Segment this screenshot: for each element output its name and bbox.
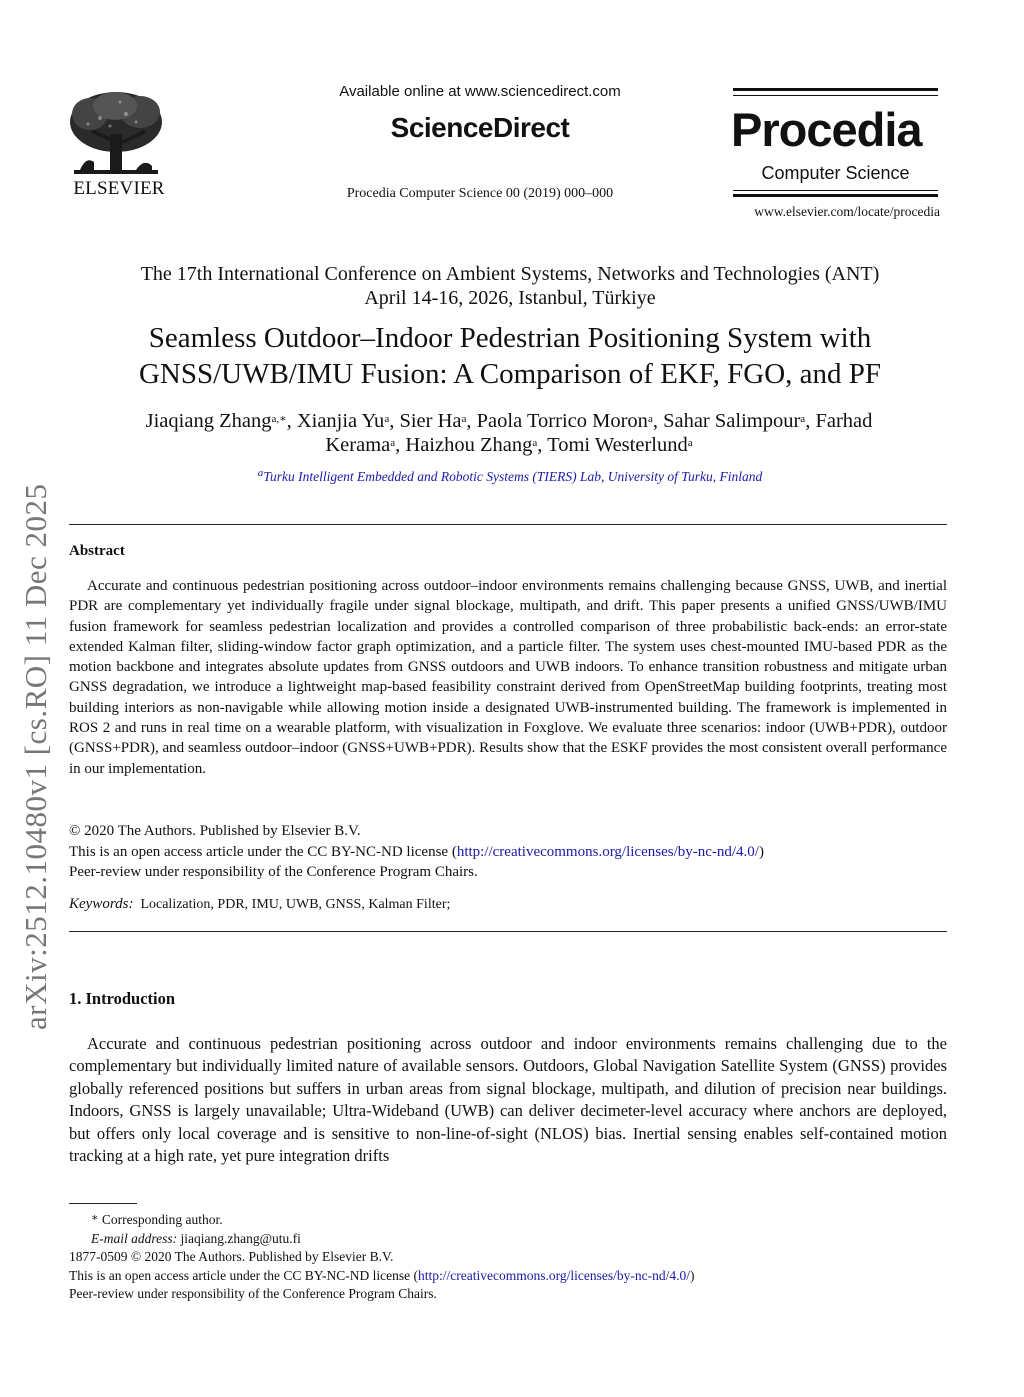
introduction-text: Accurate and continuous pedestrian positioning across outdoor and indoor environments remains challenging due to the complementary but individually limited nature of available sensors. Outdoors, Global Navigation Satellite System (GNSS) provides globally referenced positions but suffers in urban areas from signal blockage, multipath, and dilution of precision near buildings. Indoors, GNSS is largely unavailable; Ultra-Wideband (UWB) can deliver decimeter-level accuracy where anchors are deployed, but offers only local coverage and is sensitive to non-line-of-sight (NLOS) bias. Inertial sensing enables self-contained motion tracking at a high rate, yet pure integration drifts xyxy=(69,1034,947,1166)
author-sup: a xyxy=(687,437,693,449)
email-label: E-mail address: xyxy=(91,1230,178,1246)
license-suffix: ) xyxy=(758,843,764,860)
procedia-rule-top xyxy=(733,88,938,91)
title-line-2: GNSS/UWB/IMU Fusion: A Comparison of EKF, FGO, and PF xyxy=(138,358,882,390)
copyright-block xyxy=(69,821,947,883)
divider-bottom xyxy=(69,931,947,932)
license-line xyxy=(69,842,947,863)
procedia-rule-bottom-thin xyxy=(733,190,938,191)
author-first-part: Farhad xyxy=(815,410,873,432)
corresponding-text: Corresponding author. xyxy=(101,1212,223,1227)
affiliation-mark: a xyxy=(257,467,264,479)
author: Paola Torrico Moron xyxy=(476,410,648,432)
procedia-subtitle: Computer Science xyxy=(761,163,910,183)
affiliation xyxy=(60,469,960,485)
author: Sahar Salimpour xyxy=(663,410,801,432)
peer-review-line: Peer-review under responsibility of the Conference Program Chairs. xyxy=(69,864,478,880)
footnote-peer-review: Peer-review under responsibility of the Conference Program Chairs. xyxy=(69,1286,437,1301)
author: Xianjia Yu xyxy=(296,410,385,432)
conference-name: The 17th International Conference on Ambient Systems, Networks and Technologies (ANT) xyxy=(140,263,880,285)
procedia-url[interactable]: www.elsevier.com/locate/procedia xyxy=(754,204,940,219)
author: Jiaqiang Zhang xyxy=(145,410,272,432)
author-line-2: Kerama$^a$, Haizhou Zhang$^a$, Tomi Westerlund$^a$ xyxy=(325,434,693,456)
elsevier-wordmark: ELSEVIER xyxy=(73,178,165,199)
author-line-1: Jiaqiang Zhang$^{a,∗}$, Xianjia Yu$^a$, Sier Ha$^a$, Paola Torrico Moron$^a$, Sahar Salimpour$^a$, Farhad xyxy=(145,410,873,432)
author-list xyxy=(60,409,958,457)
journal-line: Procedia Computer Science 00 (2019) 000–000 xyxy=(346,186,614,201)
divider-top xyxy=(69,524,947,525)
conference-info xyxy=(60,262,960,310)
arxiv-stamp: arXiv:2512.10480v1 [cs.RO] 11 Dec 2025 xyxy=(18,483,53,1030)
sciencedirect-logo: ScienceDirect xyxy=(390,112,570,143)
license-link[interactable]: http://creativecommons.org/licenses/by-nc-nd/4.0/ xyxy=(456,843,759,860)
procedia-rule-bottom xyxy=(733,194,938,197)
copyright-line: © 2020 The Authors. Published by Elsevier B.V. xyxy=(69,823,361,839)
affiliation-text: Turku Intelligent Embedded and Robotic Systems (TIERS) Lab, University of Turku, Finland xyxy=(263,469,763,484)
author-sup: a xyxy=(800,413,806,425)
section-heading-introduction: 1. Introduction xyxy=(69,989,176,1008)
author-sup: a xyxy=(384,413,390,425)
license-prefix: This is an open access article under the CC BY-NC-ND license ( xyxy=(69,843,457,860)
abstract-text: Accurate and continuous pedestrian positioning across outdoor–indoor environments remains challenging because GNSS, UWB, and inertial PDR are complementary yet individually fragile under signal blockage, multipath, and drift. This paper presents a unified GNSS/UWB/IMU fusion framework for seamless pedestrian localization and provides a controlled comparison of three probabilistic back-ends: an error-state extended Kalman filter, sliding-window factor graph optimization, and a particle filter. The system uses chest-mounted IMU-based PDR as the motion backbone and integrates absolute updates from GNSS outdoors and UWB indoors. To enhance transition robustness and mitigate urban GNSS degradation, we introduce a lightweight map-based feasibility constraint derived from OpenStreetMap building footprints, treating most building interiors as non-navigable while allowing motion inside a designated UWB-instrumented building. The framework is implemented in ROS 2 and runs in real time on a wearable platform, with visualization in Foxglove. We evaluate three scenarios: indoor (UWB+PDR), outdoor (GNSS+PDR), and seamless outdoor–indoor (GNSS+UWB+PDR). Results show that the ESKF provides the most consistent overall performance in our implementation. xyxy=(69,578,947,777)
author-sup: a,∗ xyxy=(271,413,287,425)
abstract-heading: Abstract xyxy=(69,543,125,559)
corresponding-mark: ∗ xyxy=(91,1212,99,1224)
footnote-rule xyxy=(69,1203,137,1204)
footnotes xyxy=(69,1211,947,1304)
corresponding-author xyxy=(69,1211,947,1230)
email-line xyxy=(69,1230,947,1249)
email-address[interactable]: jiaqiang.zhang@utu.fi xyxy=(180,1230,301,1246)
author-sup: a xyxy=(461,413,467,425)
keywords-text: Localization, PDR, IMU, UWB, GNSS, Kalman Filter; xyxy=(140,897,451,912)
issn-line: 1877-0509 © 2020 The Authors. Published by Elsevier B.V. xyxy=(69,1249,394,1264)
paper-title xyxy=(60,320,960,392)
author: Sier Ha xyxy=(399,410,462,432)
author-sup: a xyxy=(532,437,538,449)
footnote-license-prefix: This is an open access article under the CC BY-NC-ND license ( xyxy=(69,1267,419,1283)
available-online: Available online at www.sciencedirect.com xyxy=(339,83,621,100)
footnote-license-link[interactable]: http://creativecommons.org/licenses/by-nc-nd/4.0/ xyxy=(418,1267,690,1283)
author-last-part: Kerama xyxy=(325,434,391,456)
author-sup: a xyxy=(390,437,396,449)
procedia-rule-top-thin xyxy=(733,95,938,96)
title-line-1: Seamless Outdoor–Indoor Pedestrian Positioning System with xyxy=(148,322,872,354)
author: Tomi Westerlund xyxy=(547,434,688,456)
author: Haizhou Zhang xyxy=(405,434,533,456)
procedia-logo: Procedia xyxy=(731,103,922,156)
keywords-label: Keywords: xyxy=(69,896,134,912)
author-sup: a xyxy=(647,413,653,425)
conference-dates: April 14-16, 2026, Istanbul, Türkiye xyxy=(364,287,656,309)
footnote-license-line xyxy=(69,1267,947,1286)
footnote-license-suffix: ) xyxy=(689,1267,695,1283)
keywords xyxy=(69,896,947,913)
